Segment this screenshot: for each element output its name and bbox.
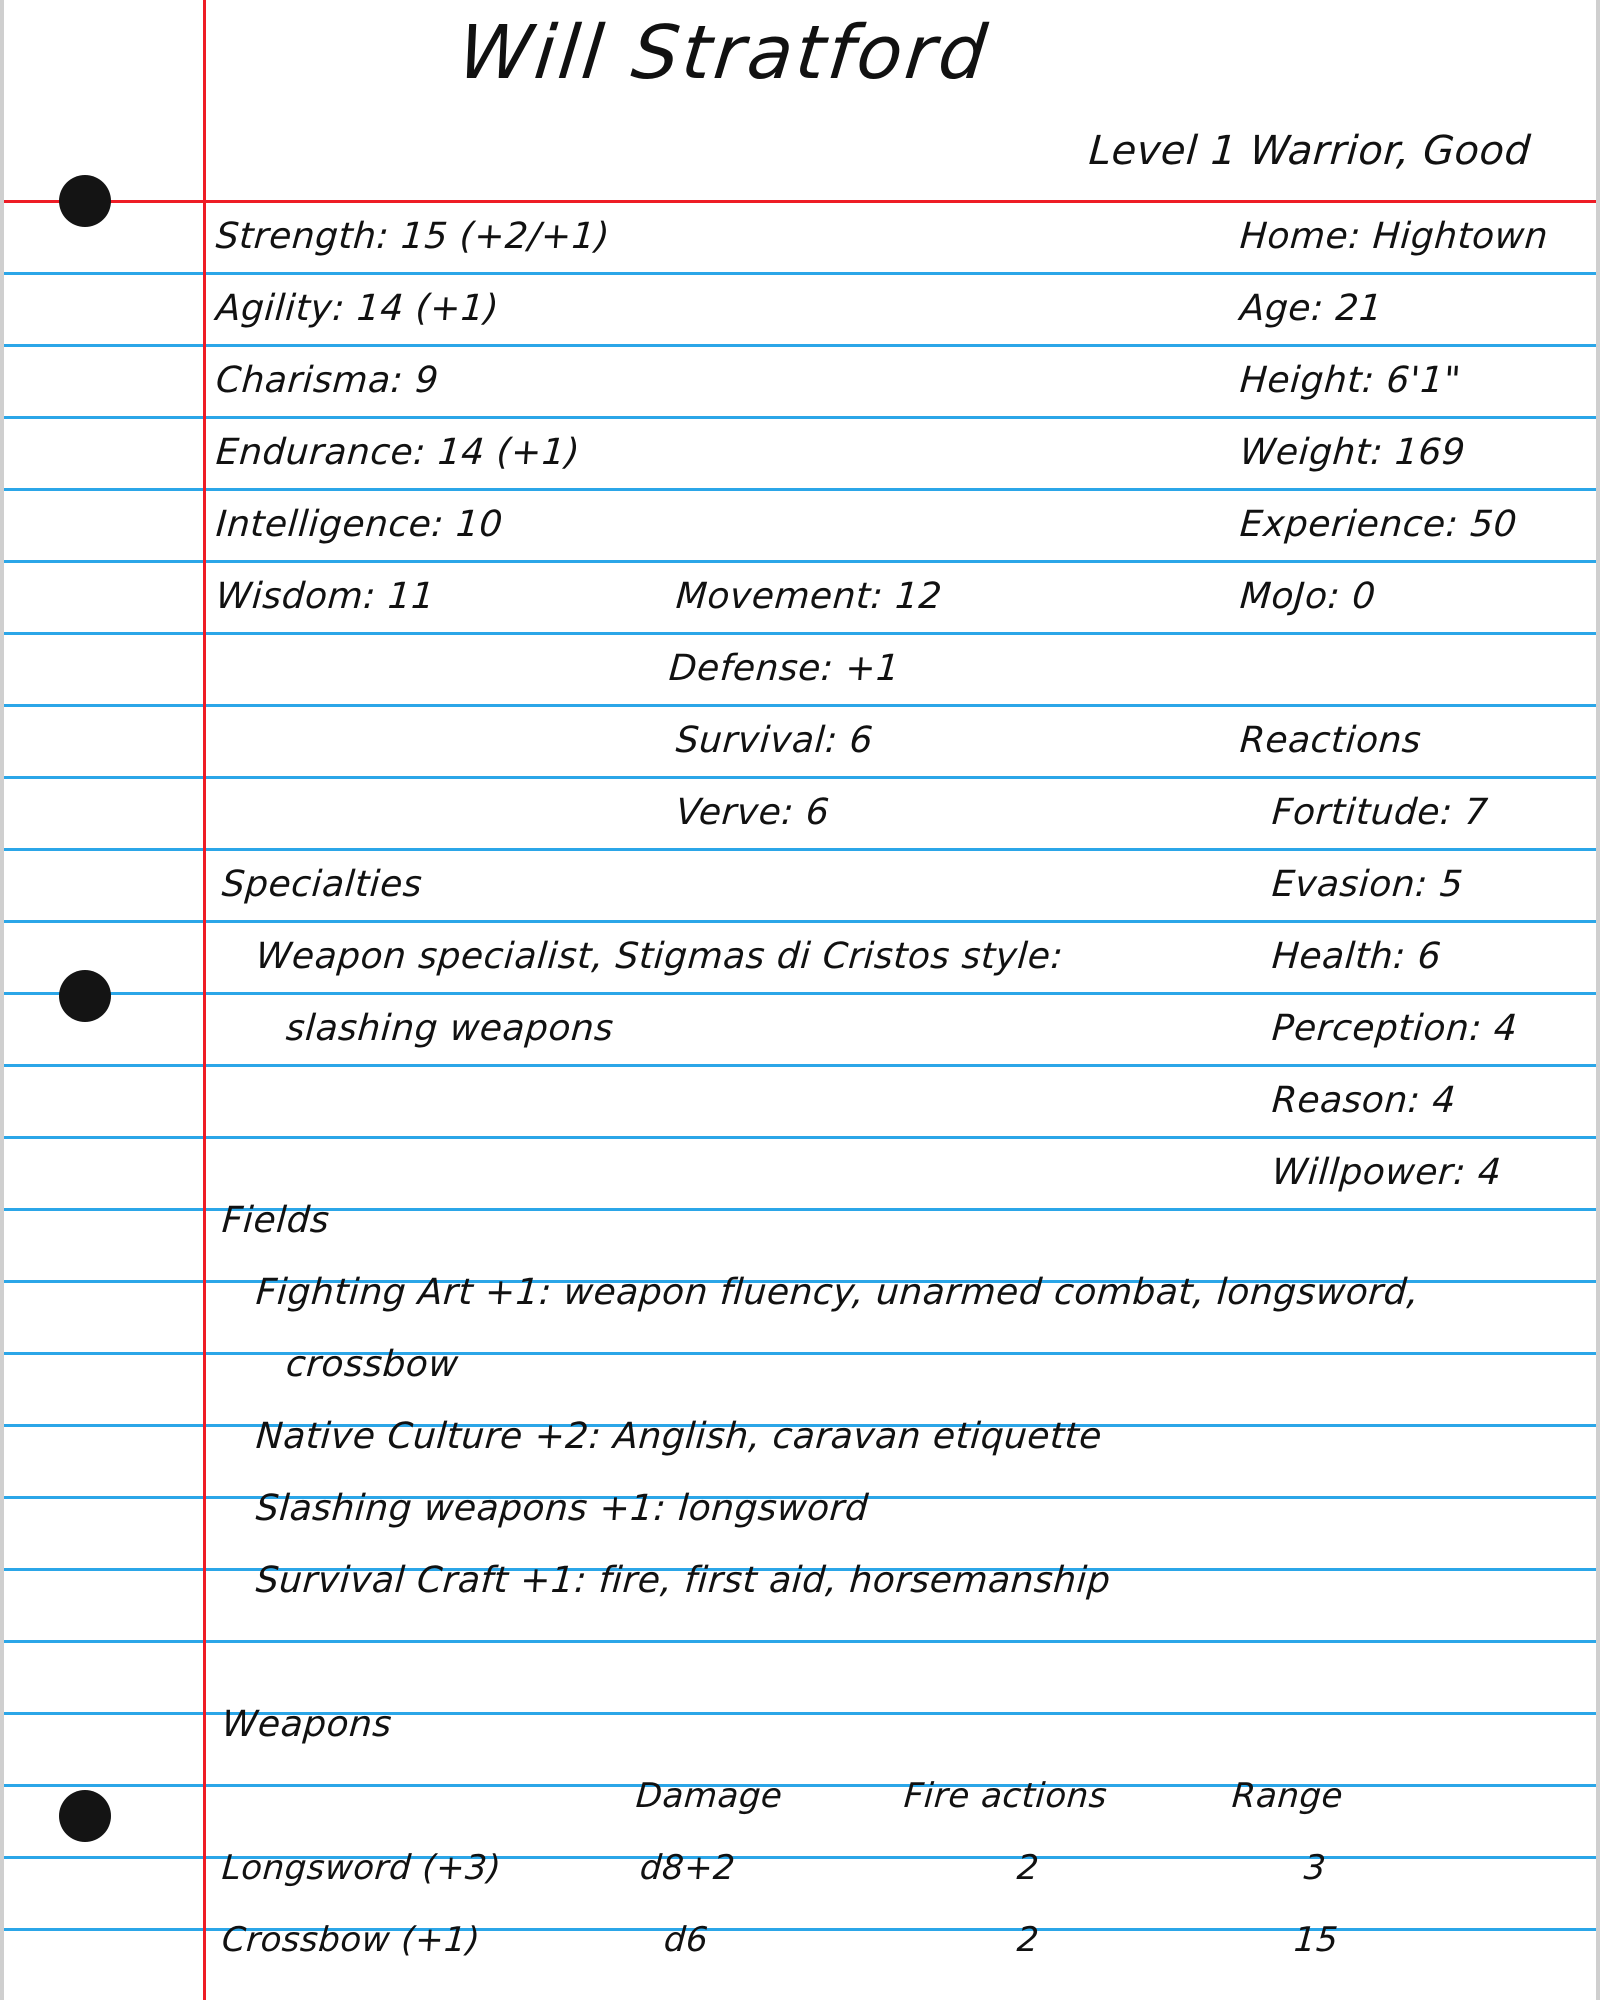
reaction-fortitude: Fortitude: 7 [1270, 792, 1490, 833]
bio-home: Home: Hightown [1238, 216, 1550, 257]
attribute-intelligence: Intelligence: 10 [214, 504, 505, 545]
blue-rule [4, 488, 1600, 491]
specialties-line-1: Weapon specialist, Stigmas di Cristos style: [254, 936, 1065, 977]
bio-weight: Weight: 169 [1238, 432, 1467, 473]
hole-punch [59, 175, 111, 227]
reactions-heading: Reactions [1238, 720, 1423, 761]
reaction-health: Health: 6 [1270, 936, 1443, 977]
reaction-evasion: Evasion: 5 [1270, 864, 1465, 905]
character-subtitle: Level 1 Warrior, Good [1087, 128, 1533, 174]
weapon-row-2-damage: d6 [662, 1920, 710, 1960]
bio-mojo: MoJo: 0 [1238, 576, 1378, 617]
attribute-strength: Strength: 15 (+2/+1) [214, 216, 612, 257]
blue-rule [4, 848, 1600, 851]
red-margin-line [203, 0, 206, 2000]
blue-rule [4, 776, 1600, 779]
field-line-slashing-weapons: Slashing weapons +1: longsword [254, 1488, 870, 1529]
specialties-heading: Specialties [220, 864, 424, 905]
bio-experience: Experience: 50 [1238, 504, 1519, 545]
attribute-charisma: Charisma: 9 [214, 360, 441, 401]
specialties-line-2: slashing weapons [284, 1008, 616, 1049]
attribute-agility: Agility: 14 (+1) [214, 288, 501, 329]
attribute-endurance: Endurance: 14 (+1) [214, 432, 582, 473]
derived-defense: Defense: +1 [667, 648, 901, 689]
blue-rule [4, 560, 1600, 563]
hole-punch [59, 970, 111, 1022]
derived-verve: Verve: 6 [674, 792, 831, 833]
weapon-row-1-fire-actions: 2 [1015, 1848, 1041, 1888]
hole-punch [59, 1790, 111, 1842]
blue-rule [4, 704, 1600, 707]
weapon-row-2-range: 15 [1292, 1920, 1340, 1960]
reaction-willpower: Willpower: 4 [1270, 1152, 1503, 1193]
blue-rule [4, 1640, 1600, 1643]
weapon-row-2-fire-actions: 2 [1015, 1920, 1041, 1960]
weapons-heading: Weapons [220, 1704, 394, 1745]
weapon-row-1-name: Longsword (+3) [220, 1848, 503, 1888]
weapons-column-fire-actions: Fire actions [902, 1776, 1109, 1816]
blue-rule [4, 416, 1600, 419]
blue-rule [4, 344, 1600, 347]
blue-rule [4, 920, 1600, 923]
blue-rule [4, 1136, 1600, 1139]
blue-rule [4, 272, 1600, 275]
bio-age: Age: 21 [1238, 288, 1384, 329]
blue-rule [4, 632, 1600, 635]
field-line-survival-craft: Survival Craft +1: fire, first aid, horsemanship [254, 1560, 1112, 1601]
blue-rule [4, 992, 1600, 995]
blue-rule [4, 1784, 1600, 1787]
reaction-perception: Perception: 4 [1270, 1008, 1519, 1049]
fields-heading: Fields [220, 1200, 331, 1241]
blue-rule [4, 1352, 1600, 1355]
red-rule [4, 200, 1600, 203]
field-line-native-culture: Native Culture +2: Anglish, caravan etiquette [254, 1416, 1104, 1457]
reaction-reason: Reason: 4 [1270, 1080, 1458, 1121]
field-line-crossbow-wrap: crossbow [284, 1344, 460, 1385]
blue-rule [4, 1064, 1600, 1067]
derived-survival: Survival: 6 [674, 720, 875, 761]
field-line-fighting-art: Fighting Art +1: weapon fluency, unarmed combat, longsword, [254, 1272, 1421, 1313]
weapon-row-1-damage: d8+2 [638, 1848, 737, 1888]
derived-movement: Movement: 12 [674, 576, 944, 617]
bio-height: Height: 6'1" [1238, 360, 1463, 401]
character-name: Will Stratford [454, 10, 994, 96]
weapon-row-1-range: 3 [1302, 1848, 1328, 1888]
weapons-column-damage: Damage [634, 1776, 784, 1816]
attribute-wisdom: Wisdom: 11 [214, 576, 437, 617]
weapons-column-range: Range [1230, 1776, 1345, 1816]
weapon-row-2-name: Crossbow (+1) [220, 1920, 482, 1960]
